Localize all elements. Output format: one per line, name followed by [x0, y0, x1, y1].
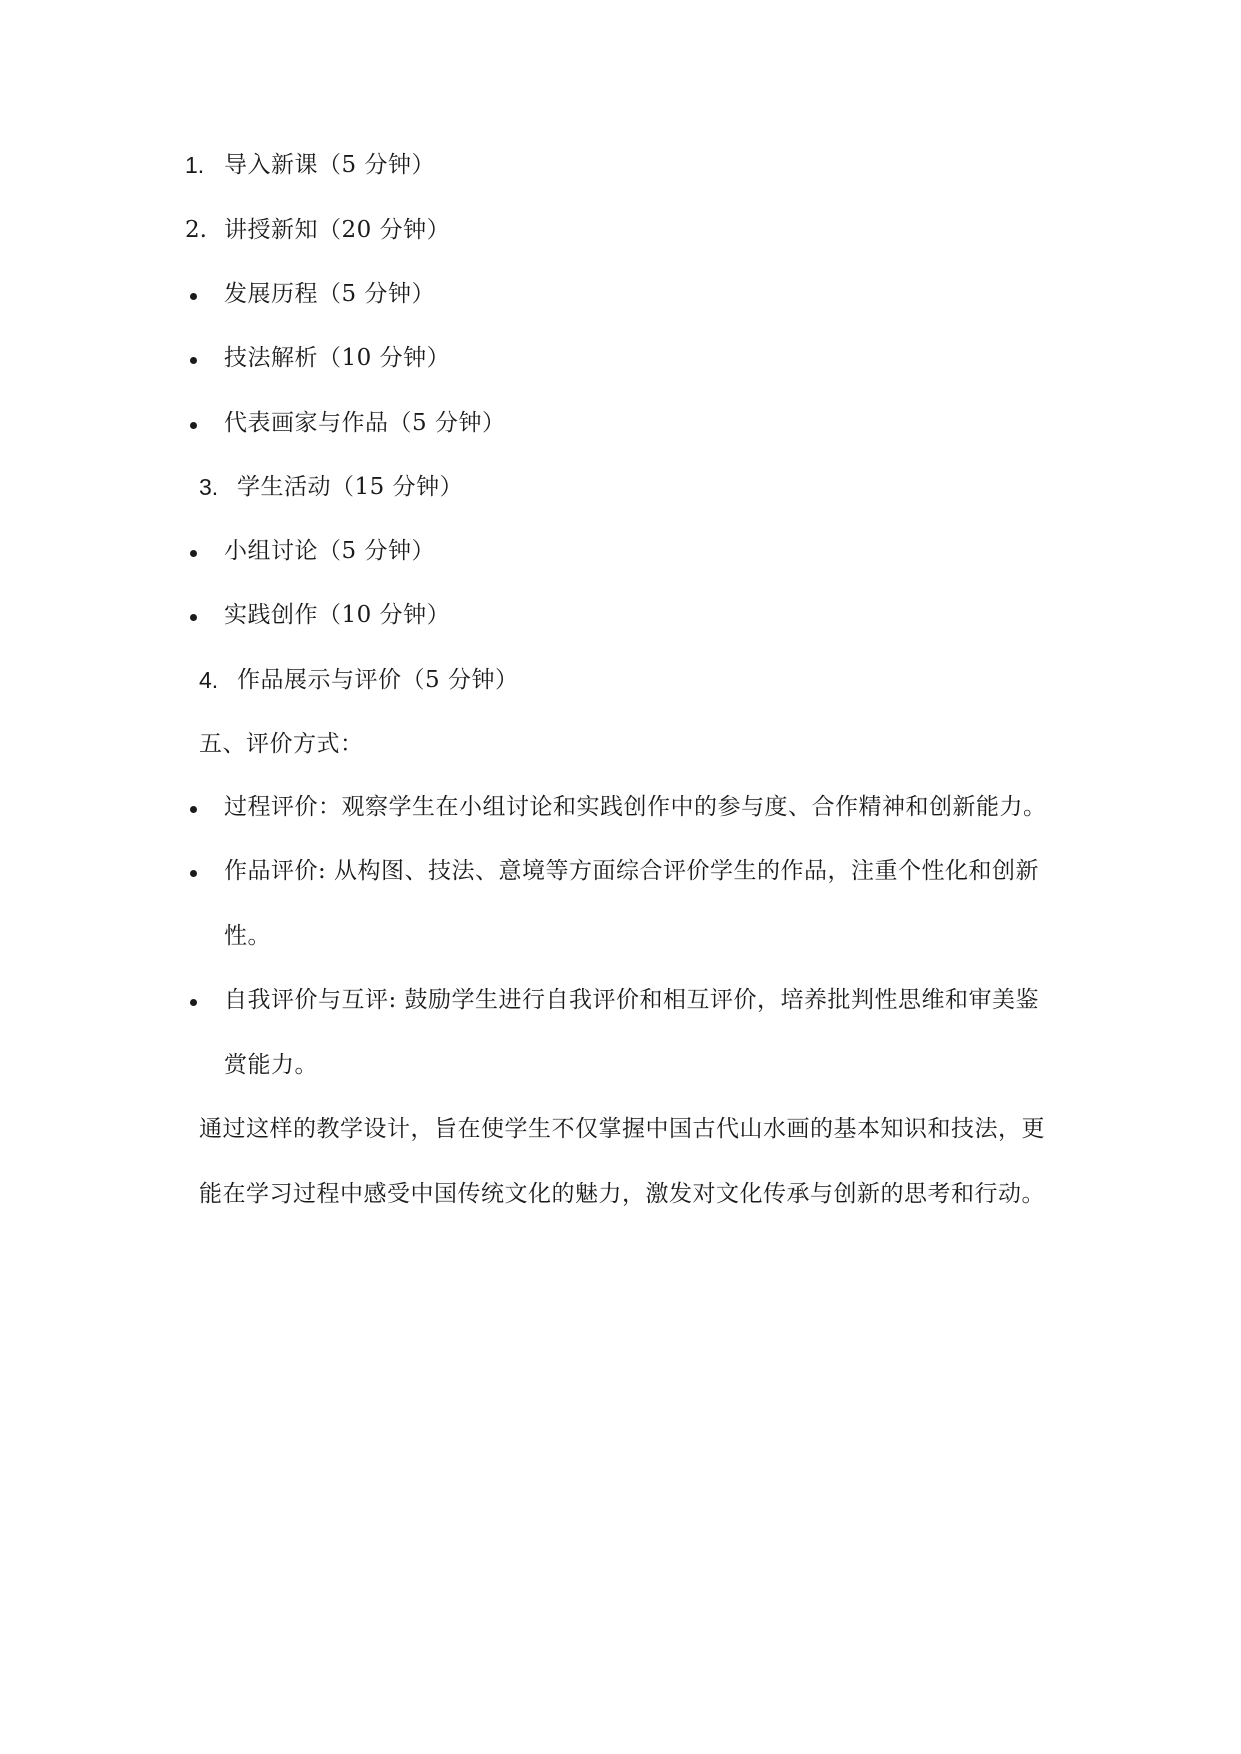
list-item: 技法解析（10 分钟）: [224, 345, 451, 371]
bullet-icon: [190, 614, 197, 621]
conclusion-paragraph-line: 能在学习过程中感受中国传统文化的魅力，激发对文化传承与创新的思考和行动。: [199, 1181, 1045, 1207]
list-number: 1.: [185, 152, 205, 178]
evaluation-item: 自我评价与互评: 鼓励学生进行自我评价和相互评价，培养批判性思维和审美鉴: [224, 987, 1040, 1013]
list-number: 3.: [199, 474, 219, 500]
bullet-icon: [190, 293, 197, 300]
list-item: 代表画家与作品（5 分钟）: [224, 410, 506, 436]
bullet-icon: [190, 422, 197, 429]
list-item: 学生活动（15 分钟）: [237, 474, 464, 500]
conclusion-paragraph-line: 通过这样的教学设计，旨在使学生不仅掌握中国古代山水画的基本知识和技法，更: [199, 1116, 1045, 1142]
bullet-icon: [190, 870, 197, 877]
evaluation-item-continuation: 性。: [224, 923, 271, 949]
list-item: 发展历程（5 分钟）: [224, 281, 435, 307]
list-item: 讲授新知（20 分钟）: [224, 217, 451, 243]
list-item: 导入新课（5 分钟）: [224, 152, 435, 178]
evaluation-item-continuation: 赏能力。: [224, 1052, 318, 1078]
bullet-icon: [190, 357, 197, 364]
evaluation-item: 作品评价: 从构图、技法、意境等方面综合评价学生的作品，注重个性化和创新: [224, 858, 1040, 884]
list-number: 4.: [199, 667, 219, 693]
list-item: 作品展示与评价（5 分钟）: [237, 667, 519, 693]
evaluation-item: 过程评价：观察学生在小组讨论和实践创作中的参与度、合作精神和创新能力。: [224, 794, 1047, 820]
list-item: 小组讨论（5 分钟）: [224, 538, 435, 564]
bullet-icon: [190, 999, 197, 1006]
bullet-icon: [190, 550, 197, 557]
section-heading: 五、评价方式：: [199, 731, 364, 757]
list-number: 2.: [185, 217, 207, 243]
list-item: 实践创作（10 分钟）: [224, 602, 451, 628]
bullet-icon: [190, 806, 197, 813]
